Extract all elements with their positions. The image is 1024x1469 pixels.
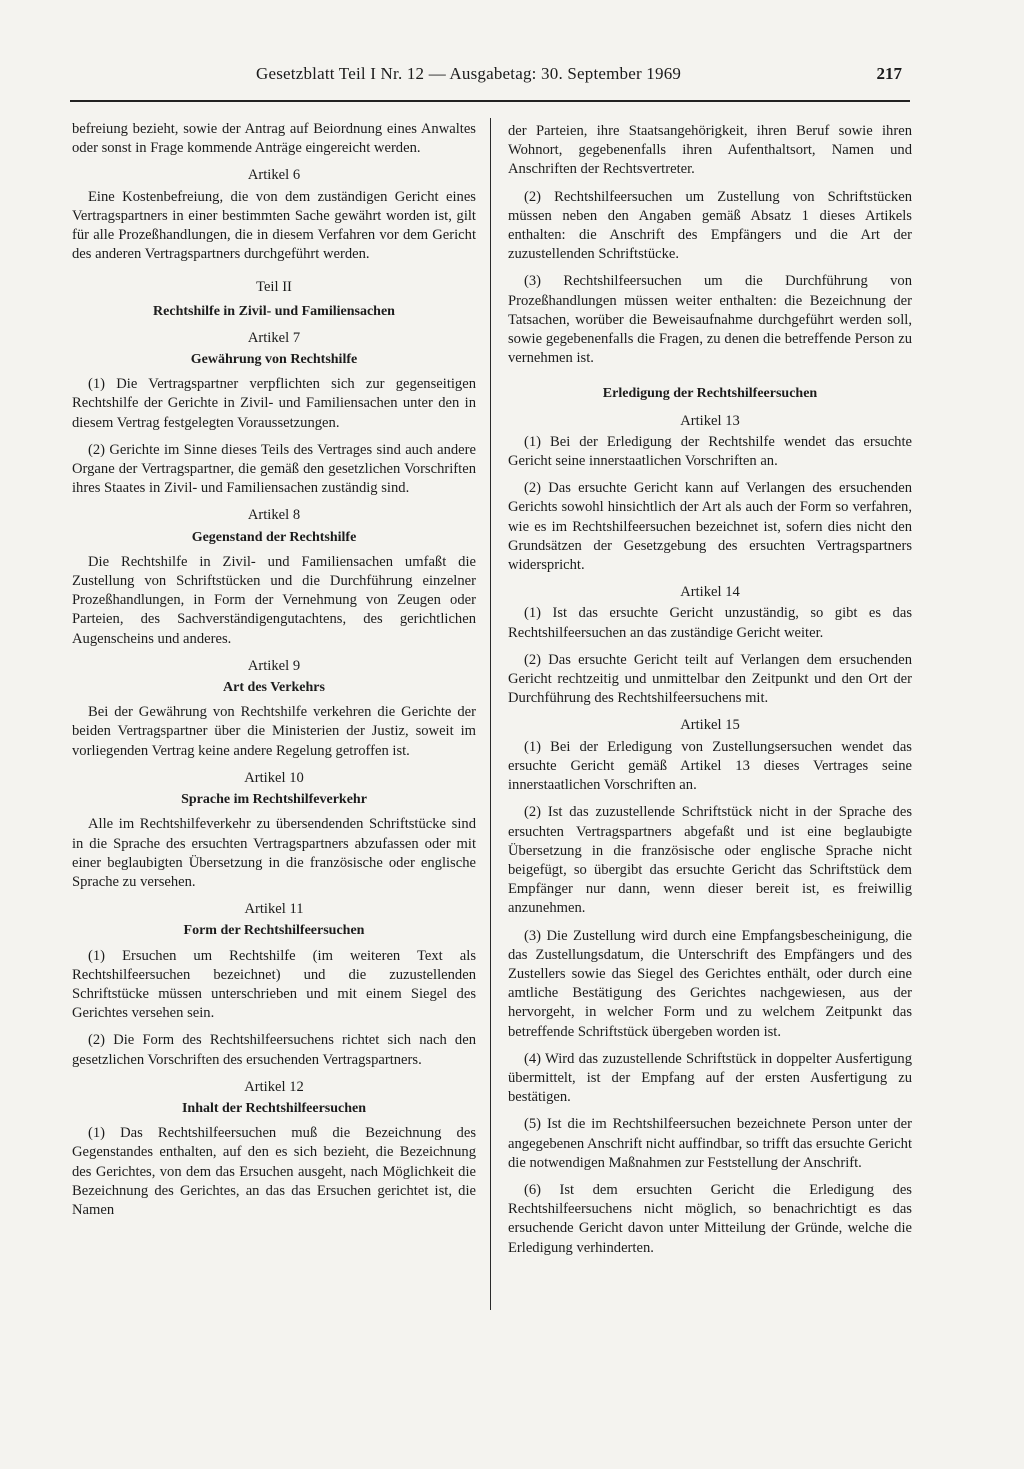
article-heading: Artikel 8	[247, 507, 301, 524]
article-title: Gewährung von Rechtshilfe	[190, 352, 358, 368]
article-title: Inhalt der Rechtshilfeersuchen	[181, 1100, 367, 1116]
part-heading: Teil II	[256, 279, 292, 296]
left-column	[72, 120, 476, 1228]
article-title: Sprache im Rechtshilfeverkehr	[181, 792, 367, 808]
article-heading: Artikel 6	[247, 167, 301, 184]
section-title: Erledigung der Rechtshilfeersuchen	[602, 386, 818, 402]
article-heading: Artikel 12	[244, 1078, 304, 1095]
column-divider	[490, 118, 491, 1310]
article-heading: Artikel 9	[247, 657, 301, 674]
article-heading: Artikel 10	[244, 769, 304, 786]
article-title: Gegenstand der Rechtshilfe	[191, 529, 357, 545]
header-title: Gesetzblatt Teil I Nr. 12 — Ausgabetag: 30. September 1969	[256, 64, 682, 83]
paragraph: (1) Bei der Erledigung von Zustellungsersuchen wendet das ersuchte Gericht gemäß Artikel 13 dieses Vertrages seine innerstaatlichen Vorschriften an.	[508, 738, 912, 794]
page-number: 217	[876, 64, 902, 83]
part-title: Rechtshilfe in Zivil- und Familiensachen	[153, 303, 395, 319]
paragraph: befreiung bezieht, sowie der Antrag auf Beiordnung eines Anwaltes oder sonst in Frage kommende Anträge eingereicht werden.	[72, 121, 476, 157]
paragraph: (6) Ist dem ersuchten Gericht die Erledigung des Rechtshilfeersuchens nicht möglich, so benachrichtigt es das ersuchende Gericht davon unter Mitteilung der Gründe, welche die Erledigung verhinderten.	[508, 1181, 912, 1256]
paragraph: (2) Rechtshilfeersuchen um Zustellung von Schriftstücken müssen neben den Angaben gemäß Absatz 1 dieses Artikels enthalten: die Anschrift des Empfängers und die Art der zuzustellenden Schriftstücke.	[508, 188, 912, 263]
paragraph: (2) Gerichte im Sinne dieses Teils des Vertrages sind auch andere Organe der Vertragspartner, die gemäß den gesetzlichen Vorschriften ihres Staates in Zivil- und Familiensachen zuständig sind.	[72, 441, 476, 497]
article-heading: Artikel 7	[247, 329, 301, 346]
article-heading: Artikel 11	[244, 901, 304, 918]
paragraph: Bei der Gewährung von Rechtshilfe verkehren die Gerichte der beiden Vertragspartner über die Ministerien der Justiz, soweit im vorliegenden Vertrag keine andere Regelung getroffen ist.	[72, 704, 476, 759]
paragraph: (5) Ist die im Rechtshilfeersuchen bezeichnete Person unter der angegebenen Anschrift nicht auffindbar, so trifft das ersuchte Gericht die notwendigen Maßnahmen zur Feststellung der Anschrift.	[508, 1116, 912, 1171]
paragraph: (3) Die Zustellung wird durch eine Empfangsbescheinigung, die das Zustellungsdatum, die Unterschrift des Empfängers und des Zustellers sowie das Siegel des Gerichtes enthält, oder durch eine amtliche Bestätigung des Gerichtes nachgewiesen, aus der hervorgeht, in welcher Form und zu welchem Zeitpunkt das betreffende Schriftstück übergeben worden ist.	[508, 927, 912, 1040]
paragraph: Die Rechtshilfe in Zivil- und Familiensachen umfaßt die Zustellung von Schriftstücken und die Durchführung einzelner Prozeßhandlungen, in Form der Vernehmung von Zeugen oder Parteien, des Sachverständigengutachtens, des gerichtlichen Augenscheins und anderes.	[72, 553, 476, 647]
paragraph: Alle im Rechtshilfeverkehr zu übersendenden Schriftstücke sind in die Sprache des ersuchten Vertragspartners abzufassen oder mit einer beglaubigten Übersetzung in die französische oder englische Sprache zu versehen.	[72, 816, 476, 890]
paragraph: (1) Ersuchen um Rechtshilfe (im weiteren Text als Rechtshilfeersuchen bezeichnet) und die zuzustellenden Schriftstücke müssen unterschrieben und mit einem Siegel des Gerichtes versehen sein.	[72, 947, 476, 1022]
paragraph: (1) Die Vertragspartner verpflichten sich zur gegenseitigen Rechtshilfe der Gerichte in Zivil- und Familiensachen unter den in diesem Vertrag festgelegten Voraussetzungen.	[72, 376, 476, 431]
article-title: Form der Rechtshilfeersuchen	[183, 923, 365, 939]
paragraph: (3) Rechtshilfeersuchen um die Durchführung von Prozeßhandlungen müssen weiter enthalten: die Bezeichnung der Tatsachen, worüber die Beweisaufnahme durchgeführt werden soll, sowie gegebenenfalls die Fragen, zu denen die betreffende Person zu vernehmen ist.	[508, 273, 912, 367]
paragraph: Eine Kostenbefreiung, die von dem zuständigen Gericht eines Vertragspartners in einer bestimmten Sache gewährt worden ist, gilt für alle Prozeßhandlungen, die in diesem Verfahren vor dem Gericht des anderen Vertragspartners durchgeführt werden.	[72, 188, 476, 263]
article-title: Art des Verkehrs	[223, 680, 325, 696]
paragraph: (1) Bei der Erledigung der Rechtshilfe wendet das ersuchte Gericht seine innerstaatlichen Vorschriften an.	[508, 433, 912, 470]
paragraph: (2) Die Form des Rechtshilfeersuchens richtet sich nach den gesetzlichen Vorschriften des ersuchenden Vertragspartners.	[72, 1032, 476, 1068]
paragraph: (4) Wird das zuzustellende Schriftstück in doppelter Ausfertigung übermittelt, ist der Empfang auf der ersten Ausfertigung zu bestätigen.	[508, 1050, 912, 1106]
paragraph: der Parteien, ihre Staatsangehörigkeit, ihren Beruf sowie ihren Wohnort, gegebenenfalls ihren Aufenthaltsort, Namen und Anschriften der Rechtsvertreter.	[508, 123, 912, 178]
paragraph: (1) Ist das ersuchte Gericht unzuständig, so gibt es das Rechtshilfeersuchen an das zuständige Gericht weiter.	[508, 605, 912, 641]
article-heading: Artikel 13	[680, 412, 740, 429]
right-column	[508, 122, 912, 1266]
article-heading: Artikel 15	[680, 717, 740, 734]
paragraph: (2) Ist das zuzustellende Schriftstück nicht in der Sprache des ersuchten Vertragspartners abgefaßt und ist eine beglaubigte Übersetzung in die französische oder englische Sprache nicht beigefügt, so übergibt das ersuchte Gericht das Schriftstück dem Empfänger nur dann, wenn dieser bereit ist, es freiwillig anzunehmen.	[508, 804, 912, 917]
page-header	[70, 60, 910, 102]
paragraph: (2) Das ersuchte Gericht kann auf Verlangen des ersuchenden Gerichts sowohl hinsichtlich der Art als auch der Form so verfahren, wie es im Rechtshilfeersuchen bezeichnet ist, sofern dies nicht den Grundsätzen der Gesetzgebung des ersuchten Vertragspartners widerspricht.	[508, 480, 912, 574]
paragraph: (2) Das ersuchte Gericht teilt auf Verlangen dem ersuchenden Gericht rechtzeitig und unmittelbar den Zeitpunkt und den Ort der Durchführung des Rechtshilfeersuchens mit.	[508, 651, 912, 707]
article-heading: Artikel 14	[680, 584, 740, 601]
paragraph: (1) Das Rechtshilfeersuchen muß die Bezeichnung des Gegenstandes enthalten, auf den es sich bezieht, die Bezeichnung des Gerichtes, von dem das Ersuchen ausgeht, nach Möglichkeit die Bezeichnung des Gerichtes, an das das Ersuchen gerichtet ist, die Namen	[72, 1125, 476, 1218]
